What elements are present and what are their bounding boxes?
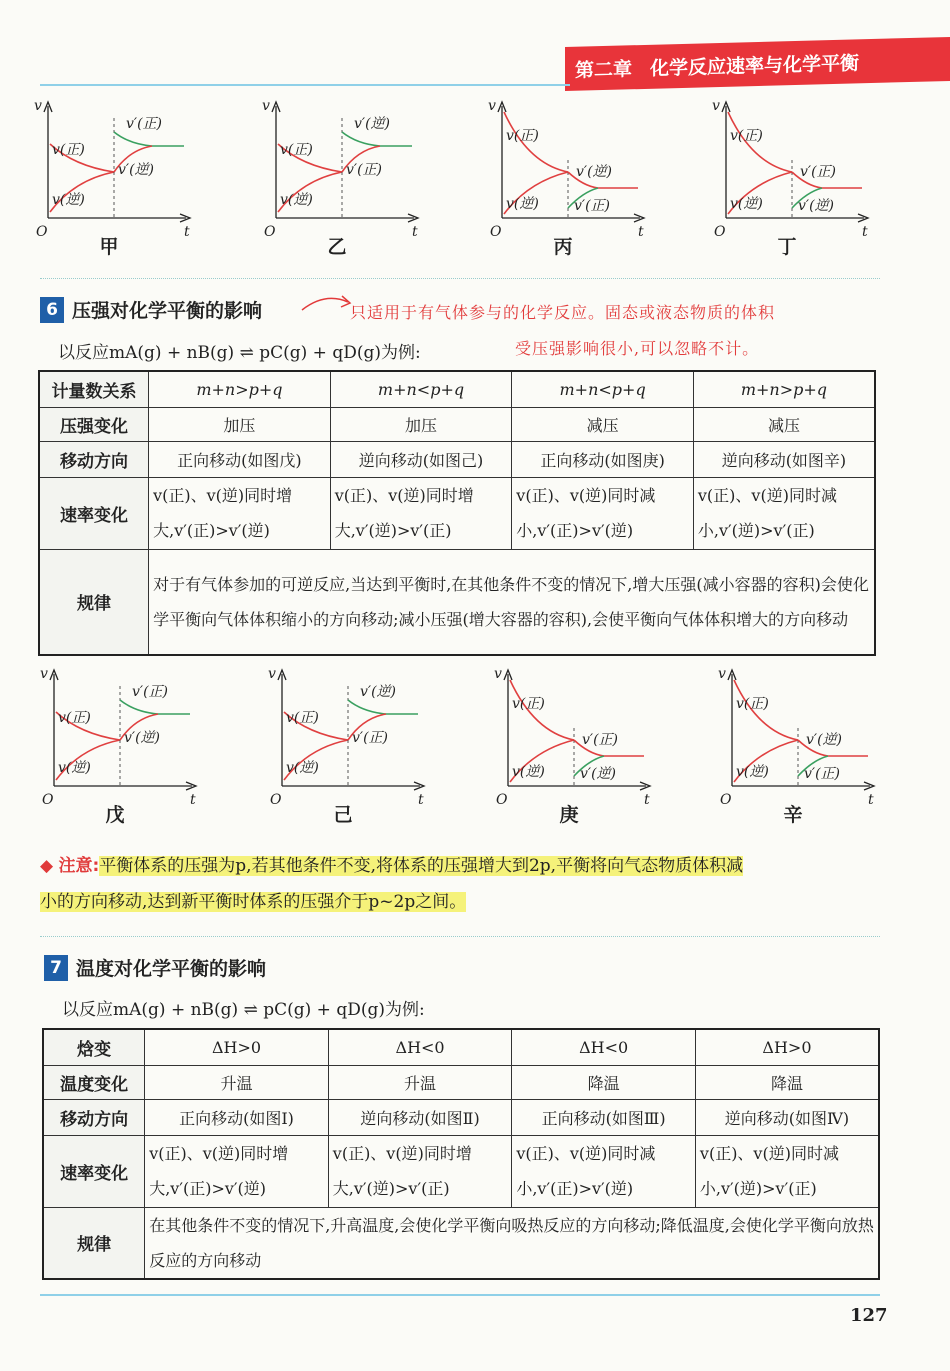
graph-svg: [712, 100, 882, 240]
table-cell: 逆向移动(如图Ⅳ): [695, 1099, 879, 1135]
table-cell: v(正)、v(逆)同时减 小,v′(正)>v′(逆): [512, 1135, 696, 1207]
handwritten-note-line2: 受压强影响很小,可以忽略不计。: [515, 339, 760, 358]
graph-svg: [34, 100, 204, 240]
graph-caption: 己: [333, 804, 353, 826]
start-low-label: v(逆): [512, 764, 545, 780]
divider: [40, 278, 880, 279]
table-row: [39, 549, 875, 655]
upper-label: v′(正): [126, 116, 163, 132]
section-7-header: [44, 954, 266, 981]
note-line1: 平衡体系的压强为p,若其他条件不变,将体系的压强增大到2p,平衡将向气态物质体积减: [99, 856, 744, 876]
upper-label: v′(正): [800, 164, 837, 180]
lower-label: v′(正): [352, 730, 389, 746]
start-low-label: v(逆): [58, 760, 91, 776]
graph-caption: 戊: [105, 804, 125, 826]
divider: [40, 936, 880, 937]
rule-cell: 对于有气体参加的可逆反应,当达到平衡时,在其他条件不变的情况下,增大压强(减小容器的容积)会使化学平衡向气体体积缩小的方向移动;减小压强(增大容器的容积),会使平衡向气体体积增大的方向移动: [149, 549, 875, 655]
table-cell: v(正)、v(逆)同时减 小,v′(逆)>v′(正): [693, 477, 875, 549]
table-cell: 逆向移动(如图Ⅱ): [328, 1099, 512, 1135]
y-axis-label: v: [494, 666, 502, 682]
note-line2: 小的方向移动,达到新平衡时体系的压强介于p~2p之间。: [40, 892, 467, 912]
rate-time-graph: [34, 100, 204, 244]
origin-label: O: [496, 792, 508, 808]
handwritten-note-line1: 只适用于有气体参与的化学反应。固态或液态物质的体积: [350, 303, 776, 322]
upper-label: v′(正): [132, 684, 169, 700]
y-axis-label: v: [712, 98, 720, 114]
row-header: 焓变: [43, 1029, 145, 1065]
chapter-title: 化学反应速率与化学平衡: [650, 51, 860, 80]
row-header: 移动方向: [39, 441, 149, 477]
row-header: 规律: [39, 549, 149, 655]
x-axis-label: t: [862, 224, 868, 240]
chapter-number: 第二章: [575, 57, 633, 82]
rate-time-graph: [262, 100, 432, 244]
lower-label: v′(逆): [798, 198, 835, 214]
start-high-label: v(正): [506, 128, 539, 144]
temperature-table: [42, 1028, 880, 1280]
start-high-label: v(正): [512, 696, 545, 712]
table-cell: v(正)、v(逆)同时减 小,v′(逆)>v′(正): [695, 1135, 879, 1207]
graph-caption: 丙: [553, 236, 573, 258]
row-header: 速率变化: [43, 1135, 145, 1207]
rule-cell: 在其他条件不变的情况下,升高温度,会使化学平衡向吸热反应的方向移动;降低温度,会使化学平衡向放热反应的方向移动: [145, 1207, 879, 1279]
rate-time-graph: [494, 668, 664, 812]
note: ◆ 注意:平衡体系的压强为p,若其他条件不变,将体系的压强增大到2p,平衡将向气态物质体积减 小的方向移动,达到新平衡时体系的压强介于p~2p之间。: [40, 856, 744, 912]
rate-time-graph: [712, 100, 882, 244]
upper-label: v′(逆): [806, 732, 843, 748]
table-cell: ΔH>0: [695, 1029, 879, 1065]
reaction-example: 以反应mA(g) + nB(g) ⇌ pC(g) + qD(g)为例:: [58, 343, 421, 363]
graph-caption: 乙: [327, 236, 347, 258]
table-cell: v(正)、v(逆)同时增 大,v′(逆)>v′(正): [328, 1135, 512, 1207]
header-rule: [40, 84, 570, 86]
row-header: 温度变化: [43, 1065, 145, 1099]
table-row: [39, 371, 875, 407]
table-row: [39, 477, 875, 549]
graph-svg: [488, 100, 658, 240]
table-cell: 加压: [330, 407, 512, 441]
table-cell: 减压: [693, 407, 875, 441]
table-cell: 降温: [512, 1065, 696, 1099]
section-number: 6: [40, 297, 64, 323]
graph-caption: 庚: [559, 804, 579, 826]
section-number: 7: [44, 955, 68, 981]
upper-label: v′(逆): [576, 164, 613, 180]
graph-svg: [268, 668, 438, 808]
rate-time-graph: [268, 668, 438, 812]
page-number: 127: [850, 1305, 888, 1326]
table-cell: 正向移动(如图庚): [512, 441, 694, 477]
table-cell: ΔH<0: [512, 1029, 696, 1065]
table-row: [43, 1135, 879, 1207]
table-cell: 逆向移动(如图己): [330, 441, 512, 477]
graph-caption: 甲: [99, 236, 119, 258]
table-row: [39, 441, 875, 477]
x-axis-label: t: [868, 792, 874, 808]
row-header: 压强变化: [39, 407, 149, 441]
row-header: 规律: [43, 1207, 145, 1279]
table-cell: 正向移动(如图Ⅲ): [512, 1099, 696, 1135]
start-high-label: v(正): [736, 696, 769, 712]
rate-time-graph: [488, 100, 658, 244]
y-axis-label: v: [262, 98, 270, 114]
table-cell: ΔH<0: [328, 1029, 512, 1065]
graph-svg: [718, 668, 888, 808]
lower-label: v′(正): [574, 198, 611, 214]
origin-label: O: [270, 792, 282, 808]
pressure-table: [38, 370, 876, 656]
origin-label: O: [490, 224, 502, 240]
graph-caption: 辛: [783, 804, 803, 826]
x-axis-label: t: [412, 224, 418, 240]
row-header: 速率变化: [39, 477, 149, 549]
section-6-header: [40, 296, 262, 323]
y-axis-label: v: [40, 666, 48, 682]
table-cell: 升温: [145, 1065, 329, 1099]
origin-label: O: [714, 224, 726, 240]
lower-label: v′(正): [804, 766, 841, 782]
new-upper-curve: [114, 132, 184, 146]
table-cell: 加压: [149, 407, 331, 441]
row-header: 计量数关系: [39, 371, 149, 407]
section-title: 压强对化学平衡的影响: [72, 300, 263, 322]
rate-time-graph: [718, 668, 888, 812]
note-label: 注意:: [58, 856, 100, 876]
new-upper-curve: [342, 132, 412, 146]
start-high-label: v(正): [52, 142, 85, 158]
upper-label: v′(正): [582, 732, 619, 748]
x-axis-label: t: [190, 792, 196, 808]
table-cell: 升温: [328, 1065, 512, 1099]
reaction-example: 以反应mA(g) + nB(g) ⇌ pC(g) + qD(g)为例:: [62, 1000, 425, 1020]
x-axis-label: t: [184, 224, 190, 240]
lower-label: v′(正): [346, 162, 383, 178]
lower-label: v′(逆): [118, 162, 155, 178]
table-row: [43, 1207, 879, 1279]
row-header: 移动方向: [43, 1099, 145, 1135]
table-cell: v(正)、v(逆)同时增 大,v′(逆)>v′(正): [330, 477, 512, 549]
x-axis-label: t: [644, 792, 650, 808]
table-cell: 正向移动(如图Ⅰ): [145, 1099, 329, 1135]
start-low-label: v(逆): [52, 192, 85, 208]
upper-label: v′(逆): [354, 116, 391, 132]
chapter-banner: [565, 37, 950, 91]
start-low-label: v(逆): [736, 764, 769, 780]
start-low-label: v(逆): [506, 196, 539, 212]
start-low-label: v(逆): [280, 192, 313, 208]
start-low-label: v(逆): [730, 196, 763, 212]
table-row: [43, 1099, 879, 1135]
table-cell: m+n<p+q: [512, 371, 694, 407]
graph-svg: [494, 668, 664, 808]
graph-svg: [40, 668, 210, 808]
table-cell: 降温: [695, 1065, 879, 1099]
lower-label: v′(逆): [124, 730, 161, 746]
y-axis-label: v: [718, 666, 726, 682]
y-axis-label: v: [488, 98, 496, 114]
table-cell: ΔH>0: [145, 1029, 329, 1065]
y-axis-label: v: [34, 98, 42, 114]
table-cell: 逆向移动(如图辛): [693, 441, 875, 477]
start-high-label: v(正): [730, 128, 763, 144]
x-axis-label: t: [638, 224, 644, 240]
origin-label: O: [42, 792, 54, 808]
table-row: [43, 1029, 879, 1065]
origin-label: O: [36, 224, 48, 240]
start-high-label: v(正): [286, 710, 319, 726]
table-cell: 正向移动(如图戊): [149, 441, 331, 477]
graph-svg: [262, 100, 432, 240]
origin-label: O: [264, 224, 276, 240]
upper-label: v′(逆): [360, 684, 397, 700]
rate-time-graph: [40, 668, 210, 812]
x-axis-label: t: [418, 792, 424, 808]
table-cell: 减压: [512, 407, 694, 441]
start-low-label: v(逆): [286, 760, 319, 776]
table-row: [39, 407, 875, 441]
section-title: 温度对化学平衡的影响: [76, 958, 267, 980]
graph-caption: 丁: [777, 236, 797, 258]
y-axis-label: v: [268, 666, 276, 682]
table-cell: m+n>p+q: [693, 371, 875, 407]
table-cell: m+n>p+q: [149, 371, 331, 407]
table-cell: m+n<p+q: [330, 371, 512, 407]
footer-rule: [40, 1294, 880, 1296]
table-cell: v(正)、v(逆)同时减 小,v′(正)>v′(逆): [512, 477, 694, 549]
lower-label: v′(逆): [580, 766, 617, 782]
origin-label: O: [720, 792, 732, 808]
table-cell: v(正)、v(逆)同时增 大,v′(正)>v′(逆): [149, 477, 331, 549]
table-row: [43, 1065, 879, 1099]
new-upper-curve: [348, 700, 418, 714]
start-high-label: v(正): [280, 142, 313, 158]
start-high-label: v(正): [58, 710, 91, 726]
table-cell: v(正)、v(逆)同时增 大,v′(正)>v′(逆): [145, 1135, 329, 1207]
new-upper-curve: [120, 700, 190, 714]
